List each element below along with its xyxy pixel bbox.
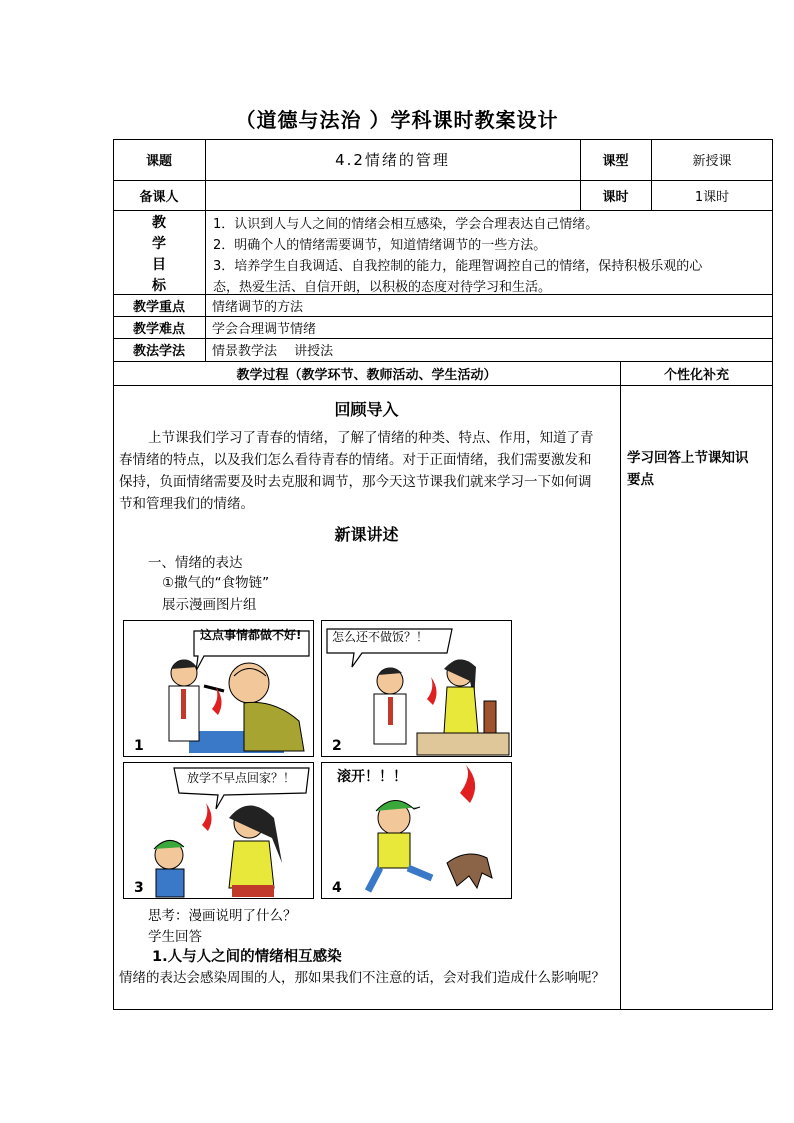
speech-bubble: 这点事情都做不好! — [200, 628, 302, 642]
process-header: 教学过程（教学环节、教师活动、学生活动） — [236, 367, 497, 383]
comic-panel — [123, 620, 314, 757]
preparer-value — [205, 180, 580, 210]
objectives-label-char: 教 — [152, 215, 166, 231]
difficulty-label: 教学难点 — [132, 321, 185, 337]
preparer-label: 备课人 — [139, 189, 179, 205]
key-point-label: 教学重点 — [132, 299, 185, 315]
think-question: 思考：漫画说明了什么？ — [148, 908, 297, 924]
key-point-value: 情绪调节的方法 — [212, 299, 304, 315]
section-item: ①撒气的“食物链” — [162, 575, 270, 591]
speech-bubble: 放学不早点回家？！ — [187, 771, 296, 785]
review-title: 回顾导入 — [334, 400, 399, 419]
objective-line: 1．认识到人与人之间的情绪会相互感染，学会合理表达自己情绪。 — [213, 217, 599, 232]
supplement-header: 个性化补充 — [663, 367, 729, 383]
type-label: 课型 — [602, 154, 629, 169]
review-paragraph-line: 节和管理我们的情绪。 — [119, 496, 254, 512]
objectives-label-char: 学 — [152, 236, 166, 252]
speech-text: 滚开！！！ — [337, 769, 407, 785]
panel-number: 4 — [332, 880, 342, 896]
new-lesson-title: 新课讲述 — [334, 525, 399, 544]
comic-panel — [123, 762, 314, 899]
topic-value: 4.2情绪的管理 — [335, 151, 450, 169]
section-item: 一、情绪的表达 — [148, 555, 243, 571]
topic-label: 课题 — [145, 154, 172, 169]
student-answer: 学生回答 — [148, 929, 202, 945]
method-label: 教法学法 — [132, 344, 185, 359]
subheading: 1.人与人之间的情绪相互感染 — [152, 949, 342, 965]
hours-label: 课时 — [602, 189, 629, 205]
question-text: 情绪的表达会感染周围的人，那如果我们不注意的话，会对我们造成什么影响呢？ — [119, 970, 605, 986]
panel-number: 1 — [134, 738, 144, 754]
type-value: 新授课 — [692, 154, 732, 169]
objectives-label-char: 目 — [152, 257, 166, 273]
review-paragraph-line: 春情绪的特点，以及我们怎么看待青春的情绪。对于正面情绪，我们需要激发和 — [119, 452, 592, 468]
objective-line: 3．培养学生自我调适、自我控制的能力，能理智调控自己的情绪，保持积极乐观的心 — [213, 259, 703, 274]
objective-line: 2．明确个人的情绪需要调节，知道情绪调节的一些方法。 — [213, 238, 547, 253]
method-value: 情景教学法 讲授法 — [212, 344, 334, 359]
comic-panel — [321, 620, 512, 757]
comic-panel — [321, 762, 512, 899]
difficulty-value: 学会合理调节情绪 — [212, 321, 317, 337]
section-item: 展示漫画图片组 — [162, 597, 257, 613]
review-paragraph-line: 保持，负面情绪需要及时去克服和调节，那今天这节课我们就来学习一下如何调 — [119, 474, 592, 490]
objective-line: 态，热爱生活、自信开朗，以积极的态度对待学习和生活。 — [213, 280, 552, 295]
supplement-note: 学习回答上节课知识 — [627, 450, 749, 466]
panel-number: 3 — [134, 880, 144, 896]
hours-value: 1课时 — [694, 189, 730, 205]
document-title: （道德与法治 ）学科课时教案设计 — [235, 108, 559, 132]
speech-bubble: 怎么还不做饭？！ — [332, 630, 429, 644]
panel-number: 2 — [332, 738, 342, 754]
supplement-note: 要点 — [627, 472, 654, 488]
review-paragraph-line: 上节课我们学习了青春的情绪，了解了情绪的种类、特点、作用，知道了青 — [148, 430, 594, 446]
objectives-label-char: 标 — [152, 278, 166, 294]
